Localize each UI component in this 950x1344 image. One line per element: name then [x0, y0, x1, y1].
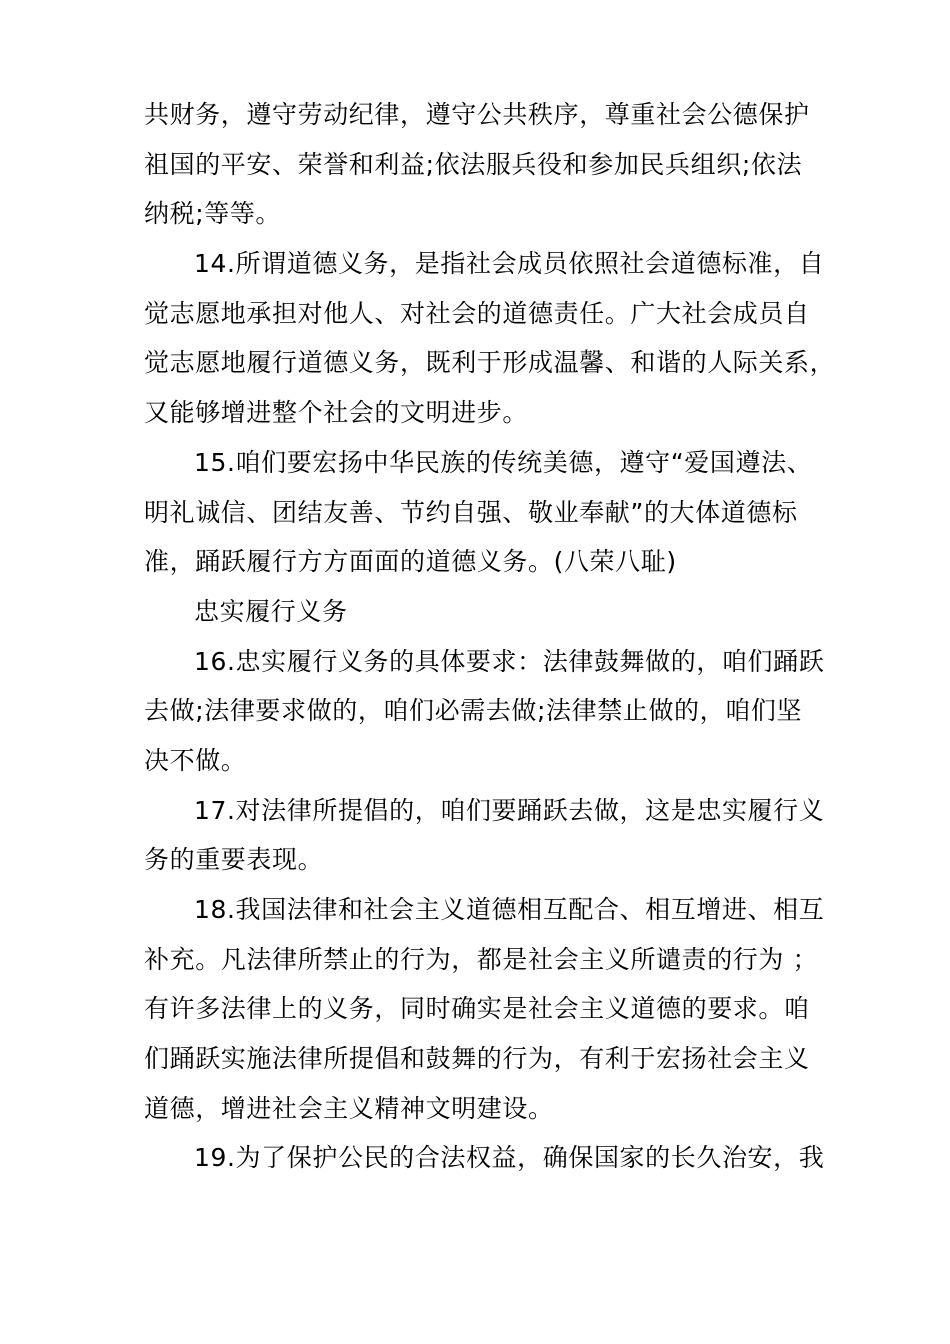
- body-text: [144, 90, 836, 1183]
- text-line: 明礼诚信、团结友善、节约自强、敬业奉献”的大体道德标: [144, 497, 798, 527]
- text-line: 道德，增进社会主义精神文明建设。: [144, 1093, 554, 1123]
- text-line: 觉志愿地履行道德义务，既利于形成温馨、和谐的人际关系，: [144, 348, 836, 378]
- text-line: 又能够增进整个社会的文明进步。: [144, 398, 529, 428]
- paragraph-15-start: 15.咱们要宏扬中华民族的传统美德，遵守“爱国遵法、: [194, 447, 813, 477]
- text-line: 纳税;等等。: [144, 199, 282, 229]
- text-line: 去做;法律要求做的，咱们必需去做;法律禁止做的，咱们坚: [144, 696, 803, 726]
- paragraph-16-start: 16.忠实履行义务的具体要求：法律鼓舞做的，咱们踊跃: [194, 646, 825, 676]
- paragraph-17-start: 17.对法律所提倡的，咱们要踊跃去做，这是忠实履行义: [194, 795, 825, 825]
- paragraph-14-start: 14.所谓道德义务，是指社会成员依照社会道德标准，自: [194, 249, 825, 279]
- text-line: 务的重要表现。: [144, 845, 324, 875]
- paragraph-19-start: 19.为了保护公民的合法权益，确保国家的长久治安，我: [194, 1143, 825, 1173]
- text-line: 有许多法律上的义务，同时确实是社会主义道德的要求。咱: [144, 994, 810, 1024]
- text-line: 共财务，遵守劳动纪律，遵守公共秩序，尊重社会公德保护: [144, 100, 810, 129]
- paragraph-18-start: 18.我国法律和社会主义道德相互配合、相互增进、相互: [194, 895, 825, 924]
- text-line: 决不做。: [144, 745, 247, 775]
- text-line: 们踊跃实施法律所提倡和鼓舞的行为，有利于宏扬社会主义: [144, 1044, 810, 1074]
- text-line: 觉志愿地承担对他人、对社会的道德责任。广大社会成员自: [144, 298, 810, 328]
- text-line: 补充。凡法律所禁止的行为，都是社会主义所谴责的行为 ；: [144, 944, 819, 974]
- text-line: 准，踊跃履行方方面面的道德义务。(八荣八耻): [144, 547, 677, 577]
- text-line: 祖国的平安、荣誉和利益;依法服兵役和参加民兵组织;依法: [144, 149, 803, 179]
- section-heading: 忠实履行义务: [194, 596, 348, 626]
